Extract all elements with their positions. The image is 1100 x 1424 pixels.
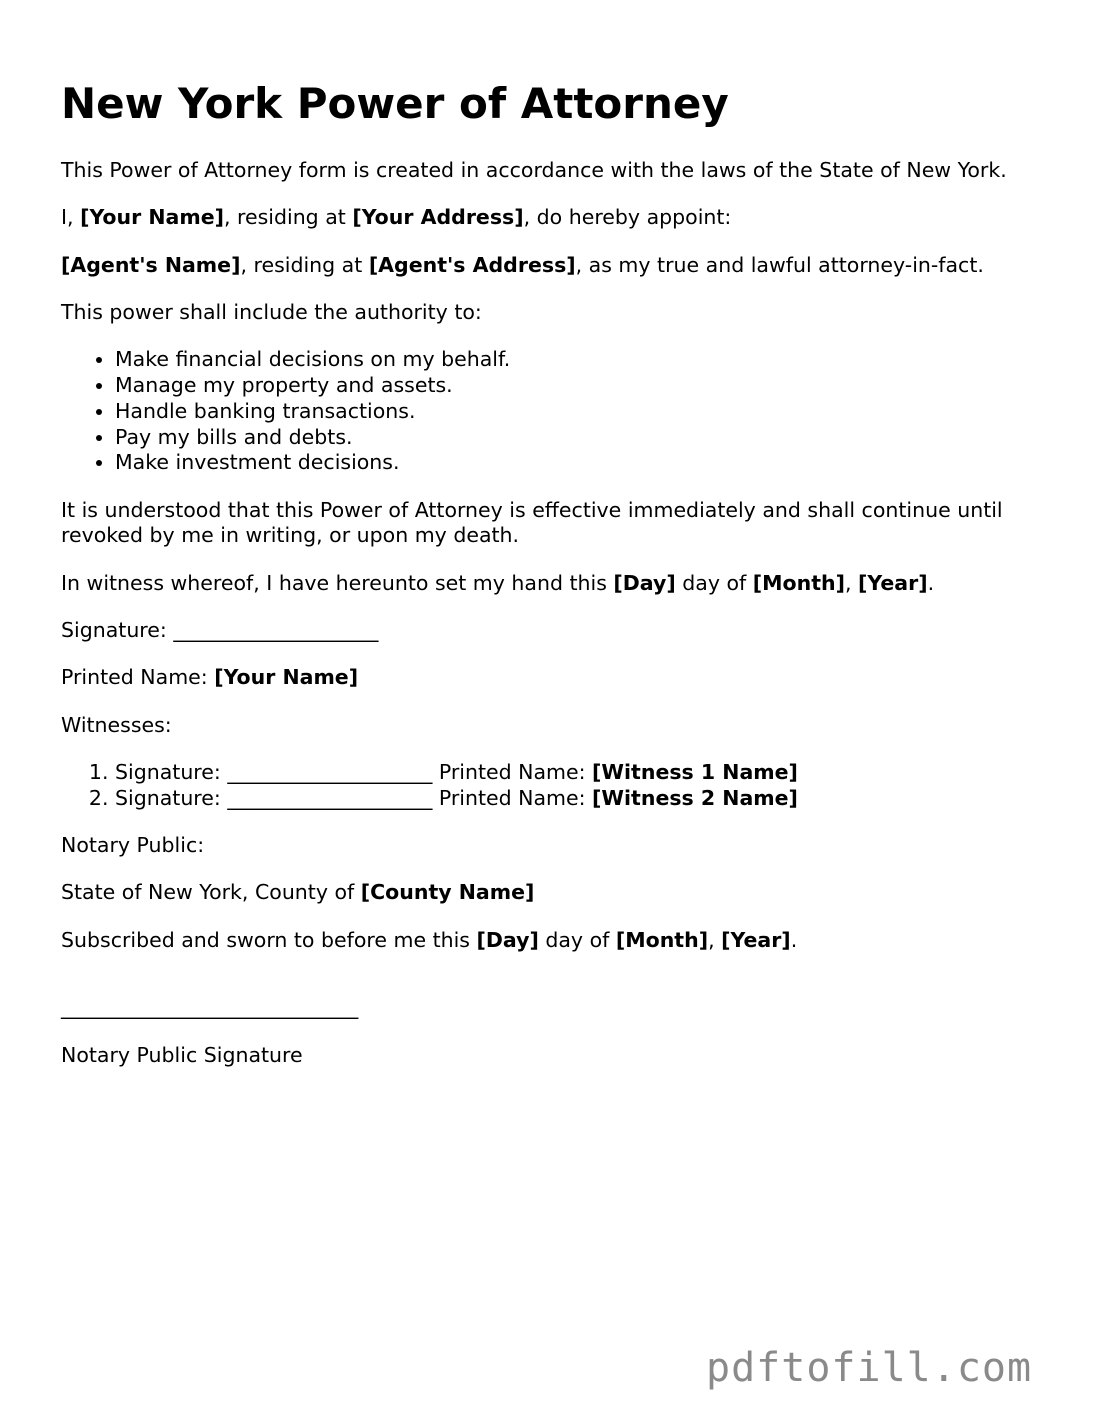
effective-paragraph: It is understood that this Power of Attorney is effective immediately and shall continue until revoked by me in writing, or upon my death. <box>61 497 1003 548</box>
list-item: • Manage my property and assets. <box>115 373 1031 399</box>
signature-line <box>61 618 1031 644</box>
page-title: New York Power of Attorney <box>61 79 729 128</box>
list-item: • Pay my bills and debts. <box>115 425 1031 451</box>
agent-name-placeholder: [Agent's Name] <box>61 252 241 277</box>
printed-name-line <box>61 665 1031 691</box>
witness-name-label: Printed Name: <box>432 785 593 810</box>
sworn-paragraph <box>61 928 1031 954</box>
month-placeholder: [Month] <box>752 570 845 595</box>
appointment-text: , residing at <box>223 205 353 230</box>
witness-item <box>115 760 1031 786</box>
your-address-placeholder: [Your Address] <box>352 205 524 230</box>
witness-signature-blank[interactable]: ____________________ <box>227 785 433 810</box>
authority-list <box>61 347 1031 476</box>
sworn-text: . <box>790 927 798 952</box>
signature-label: Signature: <box>61 618 174 643</box>
agent-paragraph <box>61 253 1031 279</box>
sworn-text: Subscribed and sworn to before me this <box>61 927 477 952</box>
list-item: • Handle banking transactions. <box>115 399 1031 425</box>
witness-signature-blank[interactable]: ____________________ <box>227 759 433 784</box>
printed-name-label: Printed Name: <box>61 665 215 690</box>
your-name-placeholder: [Your Name] <box>80 205 224 230</box>
witness-clause <box>61 571 1031 597</box>
county-placeholder: [County Name] <box>360 880 535 905</box>
witness-clause-text: , <box>844 570 859 595</box>
year-placeholder: [Year] <box>721 927 791 952</box>
signature-blank[interactable]: ____________________ <box>173 618 379 643</box>
day-placeholder: [Day] <box>476 927 539 952</box>
notary-signature-label: Notary Public Signature <box>61 1042 303 1067</box>
year-placeholder: [Year] <box>858 570 928 595</box>
witness-clause-text: In witness whereof, I have hereunto set my hand this <box>61 570 614 595</box>
intro-paragraph: This Power of Attorney form is created in accordance with the laws of the State of New York. <box>61 158 1007 182</box>
list-item: • Make investment decisions. <box>115 450 1031 476</box>
witness-clause-text: day of <box>675 570 753 595</box>
watermark-logo: pdftofill.com <box>706 1345 1033 1391</box>
witness-name-label: Printed Name: <box>432 759 593 784</box>
county-line <box>61 880 1031 906</box>
witness-item <box>115 786 1031 812</box>
document-body <box>61 158 1031 1090</box>
notary-signature-blank[interactable]: _____________________________ <box>61 995 359 1020</box>
agent-text: , residing at <box>240 252 369 277</box>
month-placeholder: [Month] <box>615 927 709 952</box>
witness-signature-label: Signature: <box>115 785 228 810</box>
appointment-text: I, <box>61 205 81 230</box>
day-placeholder: [Day] <box>613 570 676 595</box>
appointment-text: , do hereby appoint: <box>523 205 732 230</box>
list-item: • Make financial decisions on my behalf. <box>115 347 1031 373</box>
witnesses-label: Witnesses: <box>61 712 172 737</box>
sworn-text: , <box>708 927 722 952</box>
notary-label: Notary Public: <box>61 833 205 858</box>
witness-name-placeholder: [Witness 2 Name] <box>592 785 798 810</box>
agent-text: , as my true and lawful attorney-in-fact. <box>575 252 984 277</box>
agent-address-placeholder: [Agent's Address] <box>368 252 576 277</box>
sworn-text: day of <box>538 927 616 952</box>
witness-name-placeholder: [Witness 1 Name] <box>592 759 798 784</box>
authority-intro: This power shall include the authority to: <box>61 299 482 324</box>
witness-clause-text: . <box>927 570 935 595</box>
appointment-paragraph <box>61 205 1031 231</box>
witnesses-list <box>61 760 1031 812</box>
printed-name-placeholder: [Your Name] <box>214 665 359 690</box>
county-text: State of New York, County of <box>61 880 361 905</box>
witness-signature-label: Signature: <box>115 759 228 784</box>
